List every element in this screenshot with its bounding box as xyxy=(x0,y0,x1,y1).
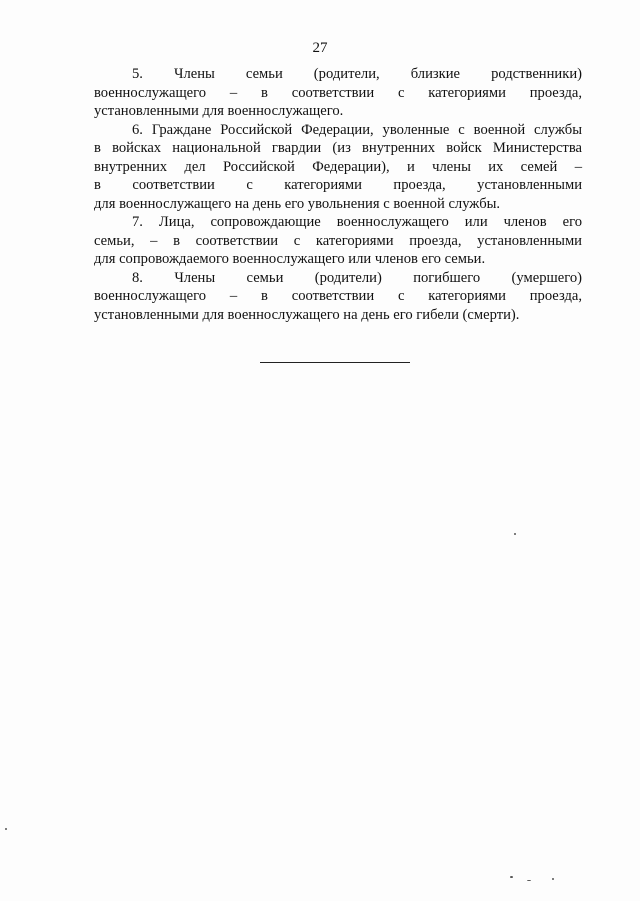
paragraph-5 xyxy=(94,65,582,121)
scan-speck xyxy=(552,878,554,880)
paragraph-6 xyxy=(94,121,582,214)
paragraph-line: 5. Члены семьи (родители, близкие родственники) xyxy=(132,66,582,82)
scan-speck xyxy=(510,876,513,878)
scan-speck xyxy=(527,880,531,881)
paragraph-line: для военнослужащего на день его увольнения с военной службы. xyxy=(94,195,501,212)
paragraph-line: 7. Лица, сопровождающие военнослужащего или членов его xyxy=(132,214,582,230)
paragraph-line: в войсках национальной гвардии (из внутренних войск Министерства xyxy=(94,140,582,156)
paragraph-line: в соответствии с категориями проезда, установленными xyxy=(94,177,582,193)
scan-speck xyxy=(514,533,516,535)
paragraph-line: военнослужащего – в соответствии с категориями проезда, xyxy=(94,288,582,304)
paragraph-line: военнослужащего – в соответствии с категориями проезда, xyxy=(94,84,582,101)
paragraph-7 xyxy=(94,213,582,269)
document-body xyxy=(94,65,582,324)
page-number: 27 xyxy=(312,40,328,56)
scan-speck xyxy=(5,828,7,830)
separator-line xyxy=(260,362,410,363)
paragraph-8 xyxy=(94,269,582,325)
paragraph-line: семьи, – в соответствии с категориями проезда, установленными xyxy=(94,232,582,249)
paragraph-line: установленными для военнослужащего. xyxy=(94,103,344,119)
paragraph-line: 8. Члены семьи (родители) погибшего (умершего) xyxy=(132,269,582,286)
paragraph-line: внутренних дел Российской Федерации), и члены их семей – xyxy=(94,158,582,175)
paragraph-line: для сопровождаемого военнослужащего или членов его семьи. xyxy=(94,251,486,267)
paragraph-line: установленными для военнослужащего на день его гибели (смерти). xyxy=(94,306,520,323)
paragraph-line: 6. Граждане Российской Федерации, уволенные с военной службы xyxy=(132,121,582,138)
